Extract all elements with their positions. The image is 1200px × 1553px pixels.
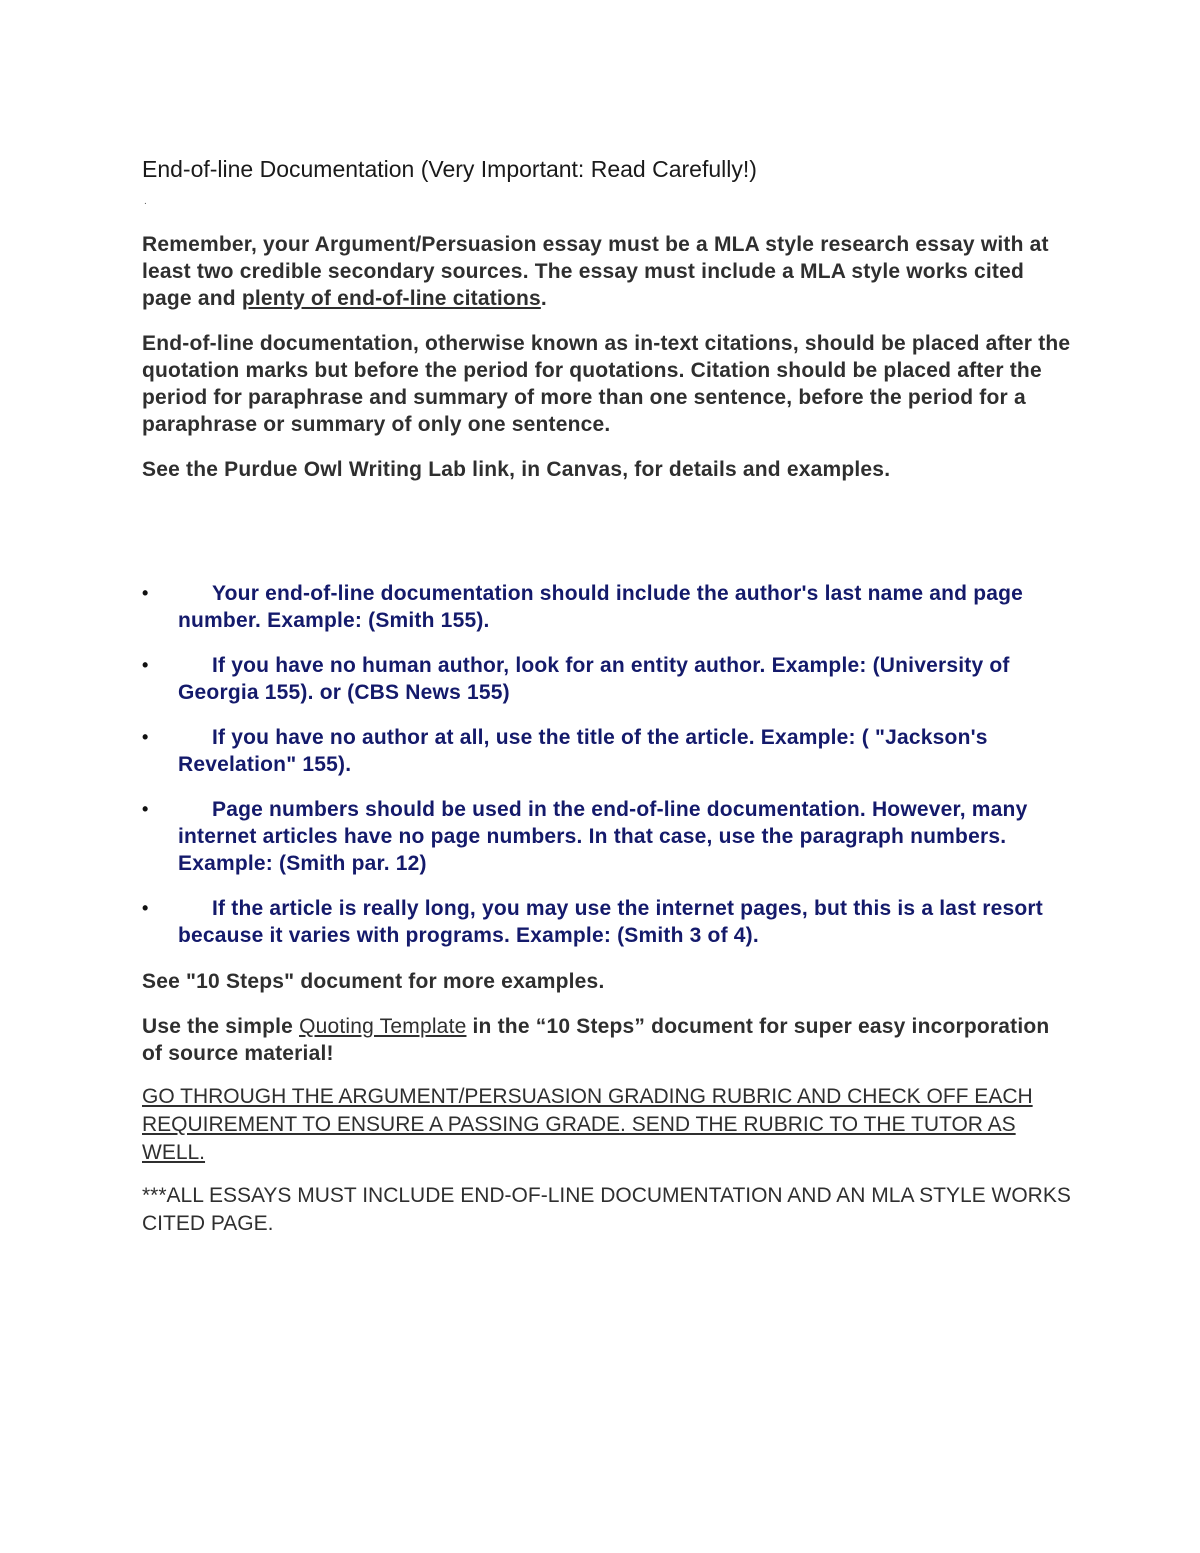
bullet-icon: • xyxy=(142,799,149,819)
quoting-template-link[interactable]: Quoting Template xyxy=(299,1015,467,1038)
ten-steps-paragraph: See "10 Steps" document for more examples. xyxy=(142,970,605,993)
list-item xyxy=(142,724,1072,778)
quoting-template-paragraph xyxy=(142,1013,1072,1067)
bullet-text: If you have no human author, look for an entity author. Example: (University of Georgia 155). or (CBS News 155) xyxy=(178,654,1010,704)
document-title: End-of-line Documentation (Very Important: Read Carefully!) xyxy=(142,156,757,182)
list-item xyxy=(142,796,1072,877)
list-item xyxy=(142,580,1072,634)
bullet-text: Your end-of-line documentation should include the author's last name and page number. Example: (Smith 155). xyxy=(178,582,1024,632)
list-item xyxy=(142,895,1072,949)
intro-paragraph xyxy=(142,231,1072,312)
purdue-owl-paragraph: See the Purdue Owl Writing Lab link, in Canvas, for details and examples. xyxy=(142,458,891,481)
bullet-text: If you have no author at all, use the title of the article. Example: ( "Jackson's Revelation" 155). xyxy=(178,726,988,776)
rubric-note: GO THROUGH THE ARGUMENT/PERSUASION GRADING RUBRIC AND CHECK OFF EACH REQUIREMENT TO ENSURE A PASSING GRADE. SEND THE RUBRIC TO THE TUTOR AS WELL. xyxy=(142,1085,1033,1164)
citations-link[interactable]: plenty of end-of-line citations xyxy=(241,287,541,310)
quoting-text-end: in the “10 Steps” document for super easy incorporation of source material! xyxy=(142,1015,1050,1065)
bullet-text: Page numbers should be used in the end-of-line documentation. However, many internet articles have no page numbers. In that case, use the paragraph numbers. Example: (Smith par. 12) xyxy=(178,798,1028,875)
final-note: ***ALL ESSAYS MUST INCLUDE END-OF-LINE DOCUMENTATION AND AN MLA STYLE WORKS CITED PAGE. xyxy=(142,1184,1071,1235)
citation-rules-list xyxy=(142,580,1072,967)
quoting-text: Use the simple xyxy=(142,1015,300,1038)
bullet-icon: • xyxy=(142,583,149,603)
list-item xyxy=(142,652,1072,706)
placement-paragraph: End-of-line documentation, otherwise known as in-text citations, should be placed after the quotation marks but before the period for quotations. Citation should be placed after the period for paraphrase and summary of more than one sentence, before the period for a paraphrase or summary of only one sentence. xyxy=(142,332,1071,436)
bullet-icon: • xyxy=(142,655,149,675)
bullet-icon: • xyxy=(142,727,149,747)
intro-text: Remember, your Argument/Persuasion essay must be a MLA style research essay with at least two credible secondary sources. The essay must include a MLA style works cited page and xyxy=(142,233,1049,310)
intro-text-end: . xyxy=(540,287,547,310)
bullet-icon: • xyxy=(142,898,149,918)
bullet-text: If the article is really long, you may use the internet pages, but this is a last resort because it varies with programs. Example: (Smith 3 of 4). xyxy=(178,897,1044,947)
small-mark: . xyxy=(144,196,147,207)
